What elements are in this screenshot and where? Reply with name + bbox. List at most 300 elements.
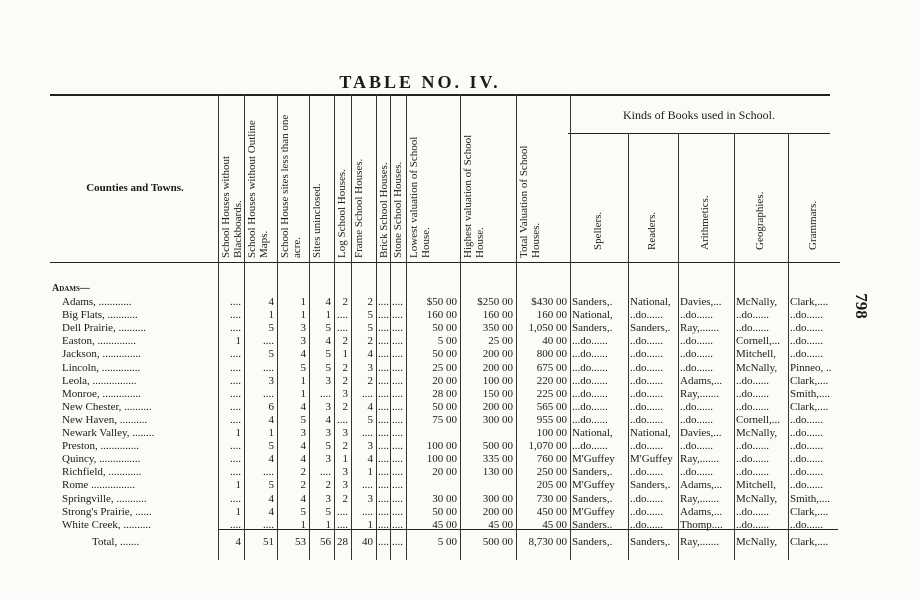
table-cell: ..do...... — [790, 479, 823, 491]
column-rule — [678, 133, 679, 560]
table-cell: 2 — [367, 375, 373, 387]
table-cell: ...do...... — [572, 335, 608, 347]
table-cell: ..do...... — [630, 388, 663, 400]
table-cell: 160 00 — [536, 309, 567, 321]
table-cell: 675 00 — [536, 362, 567, 374]
table-cell: Thomp.... — [680, 519, 723, 531]
table-cell: .... — [392, 466, 403, 478]
table-cell: 5 — [300, 414, 306, 426]
column-rule — [516, 94, 517, 560]
town-name: Lincoln, .............. — [62, 362, 141, 374]
table-cell: 500 00 — [482, 536, 513, 548]
table-cell: 50 00 — [432, 506, 457, 518]
table-cell: .... — [263, 519, 274, 531]
column-rule — [460, 94, 461, 560]
table-cell: 1 — [342, 348, 348, 360]
table-cell: ...do...... — [572, 388, 608, 400]
table-cell: 1 — [268, 427, 274, 439]
table-cell: Sanders,. — [572, 493, 613, 505]
table-cell: Clark,.... — [790, 401, 829, 413]
table-cell: 4 — [325, 414, 331, 426]
table-cell: Sanders,. — [572, 466, 613, 478]
table-cell: Ray,....... — [680, 536, 720, 548]
table-cell: ..do...... — [790, 466, 823, 478]
table-cell: Adams,... — [680, 479, 723, 491]
table-cell: .... — [392, 506, 403, 518]
table-cell: 2 — [342, 335, 348, 347]
table-cell: ..do...... — [680, 335, 713, 347]
table-cell: 1 — [342, 453, 348, 465]
table-cell: 4 — [300, 440, 306, 452]
table-cell: 500 00 — [482, 440, 513, 452]
table-cell: .... — [392, 536, 403, 548]
table-cell: 3 — [367, 440, 373, 452]
table-cell: Adams,... — [680, 506, 723, 518]
table-cell: Sanders,. — [630, 536, 671, 548]
table-cell: 3 — [325, 401, 331, 413]
table-cell: Ray,....... — [680, 322, 720, 334]
table-cell: ..do...... — [790, 427, 823, 439]
table-cell: 335 00 — [482, 453, 513, 465]
table-cell: 5 — [325, 506, 331, 518]
table-cell: 200 00 — [482, 401, 513, 413]
town-name: Monroe, .............. — [62, 388, 141, 400]
column-header: Stone School Houses. — [392, 161, 404, 258]
column-header: Brick School Houses. — [378, 162, 390, 258]
table-cell: 2 — [367, 296, 373, 308]
table-cell: .... — [378, 427, 389, 439]
table-cell: ..do...... — [630, 519, 663, 531]
table-cell: 3 — [342, 427, 348, 439]
column-header: Frame School Houses. — [353, 158, 365, 258]
town-name: Newark Valley, ........ — [62, 427, 155, 439]
table-cell: 50 00 — [432, 322, 457, 334]
column-header: Readers. — [646, 211, 658, 250]
town-name: Strong's Prairie, ...... — [62, 506, 152, 518]
table-cell: 1 — [325, 309, 331, 321]
table-cell: ..do...... — [630, 335, 663, 347]
table-cell: 4 — [235, 536, 241, 548]
table-cell: .... — [230, 401, 241, 413]
column-header: School Houses without Outline Maps. — [246, 120, 270, 258]
table-cell: .... — [362, 427, 373, 439]
table-cell: McNally, — [736, 536, 778, 548]
table-cell: 565 00 — [536, 401, 567, 413]
table-cell: 2 — [342, 362, 348, 374]
table-cell: 1 — [300, 388, 306, 400]
table-cell: .... — [392, 479, 403, 491]
table-cell: $250 00 — [477, 296, 513, 308]
top-rule — [50, 94, 830, 96]
table-cell: .... — [320, 388, 331, 400]
table-cell: Sanders,. — [630, 322, 671, 334]
table-cell: ..do...... — [790, 453, 823, 465]
table-cell: .... — [230, 388, 241, 400]
table-cell: ..do...... — [736, 375, 769, 387]
table-cell: .... — [378, 348, 389, 360]
table-cell: .... — [230, 348, 241, 360]
table-cell: National, — [572, 309, 613, 321]
table-cell: ...do...... — [572, 414, 608, 426]
table-cell: 225 00 — [536, 388, 567, 400]
table-cell: Clark,.... — [790, 375, 829, 387]
table-cell: 200 00 — [482, 362, 513, 374]
table-cell: Cornell,... — [736, 414, 780, 426]
table-cell: M'Guffey — [572, 506, 615, 518]
town-name: Richfield, ............ — [62, 466, 142, 478]
table-cell: 3 — [325, 493, 331, 505]
table-cell: ...do...... — [572, 375, 608, 387]
table-cell: 4 — [268, 414, 274, 426]
table-cell: .... — [392, 296, 403, 308]
table-cell: 50 00 — [432, 401, 457, 413]
table-cell: .... — [230, 322, 241, 334]
table-cell: .... — [230, 466, 241, 478]
table-cell: 3 — [268, 375, 274, 387]
total-label: Total, ....... — [92, 536, 140, 548]
table-cell: .... — [263, 362, 274, 374]
table-cell: 4 — [367, 348, 373, 360]
table-cell: .... — [392, 519, 403, 531]
table-cell: 4 — [367, 453, 373, 465]
table-cell: .... — [320, 466, 331, 478]
table-cell: .... — [378, 401, 389, 413]
table-cell: 3 — [300, 322, 306, 334]
table-cell: 350 00 — [482, 322, 513, 334]
table-cell: ..do...... — [680, 348, 713, 360]
table-cell: 45 00 — [488, 519, 513, 531]
column-rule — [788, 133, 789, 560]
table-cell: 4 — [300, 348, 306, 360]
column-header: School House sites less than one acre. — [279, 114, 303, 258]
table-cell: 28 — [337, 536, 348, 548]
table-cell: .... — [362, 388, 373, 400]
table-cell: .... — [392, 362, 403, 374]
table-cell: ..do...... — [736, 519, 769, 531]
table-cell: Sanders,. — [572, 536, 613, 548]
column-header: Sites uninclosed. — [311, 183, 323, 258]
table-cell: ..do...... — [736, 309, 769, 321]
table-cell: $430 00 — [531, 296, 567, 308]
table-cell: 50 00 — [432, 348, 457, 360]
table-cell: 5 — [325, 348, 331, 360]
table-cell: ..do...... — [630, 466, 663, 478]
table-cell: 300 00 — [482, 414, 513, 426]
table-cell: ..do...... — [630, 309, 663, 321]
table-cell: 25 00 — [488, 335, 513, 347]
table-cell: ..do...... — [790, 335, 823, 347]
table-cell: .... — [230, 493, 241, 505]
table-cell: 760 00 — [536, 453, 567, 465]
table-cell: 2 — [342, 296, 348, 308]
table-cell: Clark,.... — [790, 506, 829, 518]
table-cell: .... — [378, 362, 389, 374]
table-cell: ..do...... — [790, 322, 823, 334]
table-cell: National, — [630, 427, 671, 439]
table-cell: 5 — [268, 440, 274, 452]
table-cell: ..do...... — [680, 440, 713, 452]
table-cell: .... — [378, 466, 389, 478]
table-cell: ..do...... — [736, 440, 769, 452]
table-cell: .... — [362, 506, 373, 518]
table-cell: 100 00 — [482, 375, 513, 387]
column-header: Total Valuation of School Houses. — [518, 145, 542, 258]
table-cell: 1,050 00 — [528, 322, 567, 334]
table-cell: ...do...... — [572, 362, 608, 374]
table-cell: 25 00 — [432, 362, 457, 374]
town-name: New Haven, .......... — [62, 414, 148, 426]
table-cell: .... — [392, 375, 403, 387]
table-cell: ..do...... — [790, 414, 823, 426]
table-cell: .... — [378, 309, 389, 321]
table-cell: Sanders,. — [572, 322, 613, 334]
table-cell: ..do...... — [680, 309, 713, 321]
table-cell: ..do...... — [680, 401, 713, 413]
table-cell: Davies,... — [680, 427, 722, 439]
table-cell: ..do...... — [736, 388, 769, 400]
table-cell: McNally, — [736, 427, 778, 439]
town-name: Quincy, ............... — [62, 453, 141, 465]
table-cell: .... — [392, 440, 403, 452]
town-name: Jackson, .............. — [62, 348, 141, 360]
column-rule — [734, 133, 735, 560]
table-cell: .... — [378, 322, 389, 334]
table-cell: ..do...... — [736, 466, 769, 478]
kinds-rule — [568, 133, 830, 134]
table-cell: 130 00 — [482, 466, 513, 478]
table-cell: M'Guffey — [572, 453, 615, 465]
table-cell: .... — [378, 388, 389, 400]
page-title: TABLE NO. IV. — [339, 72, 501, 92]
table-cell: 1 — [300, 296, 306, 308]
town-name: Rome ................ — [62, 479, 136, 491]
table-cell: 2 — [300, 466, 306, 478]
table-cell: 4 — [268, 296, 274, 308]
table-cell: ..do...... — [630, 493, 663, 505]
table-cell: ..do...... — [630, 348, 663, 360]
table-cell: 160 00 — [426, 309, 457, 321]
table-cell: 3 — [367, 362, 373, 374]
table-cell: 3 — [325, 453, 331, 465]
table-cell: .... — [378, 519, 389, 531]
town-name: Big Flats, ........... — [62, 309, 138, 321]
table-cell: 4 — [325, 335, 331, 347]
column-header: Arithmetics. — [699, 195, 711, 250]
table-cell: .... — [337, 519, 348, 531]
column-rule — [570, 94, 571, 560]
table-cell: 51 — [263, 536, 274, 548]
table-cell: .... — [378, 479, 389, 491]
table-cell: .... — [392, 335, 403, 347]
table-cell: 1 — [235, 506, 241, 518]
table-cell: 5 — [268, 322, 274, 334]
table-cell: 3 — [325, 375, 331, 387]
table-cell: M'Guffey — [572, 479, 615, 491]
table-cell: 2 — [342, 401, 348, 413]
table-cell: 53 — [295, 536, 306, 548]
table-cell: 2 — [300, 479, 306, 491]
table-cell: ...do...... — [572, 348, 608, 360]
table-cell: 1 — [268, 309, 274, 321]
table-cell: ..do...... — [680, 414, 713, 426]
table-cell: 450 00 — [536, 506, 567, 518]
table-cell: 1 — [300, 309, 306, 321]
kinds-of-books-header: Kinds of Books used in School. — [622, 108, 775, 122]
table-cell: 100 00 — [426, 440, 457, 452]
table-cell: .... — [378, 335, 389, 347]
column-header: Log School Houses. — [336, 169, 348, 258]
table-cell: .... — [230, 309, 241, 321]
table-cell: 2 — [342, 375, 348, 387]
table-cell: Pinneo, .. — [790, 362, 832, 374]
table-cell: Cornell,... — [736, 335, 780, 347]
column-rule — [218, 94, 219, 560]
table-cell: McNally, — [736, 296, 778, 308]
header-bottom-rule — [50, 262, 840, 263]
table-cell: 5 — [325, 362, 331, 374]
table-cell: .... — [392, 493, 403, 505]
table-cell: ..do...... — [790, 519, 823, 531]
table-cell: .... — [392, 427, 403, 439]
town-name: White Creek, .......... — [62, 519, 151, 531]
town-name: Leola, ................ — [62, 375, 137, 387]
table-cell: .... — [392, 414, 403, 426]
table-cell: 40 00 — [542, 335, 567, 347]
table-cell: 4 — [300, 401, 306, 413]
table-cell: Ray,....... — [680, 453, 720, 465]
column-rule — [351, 94, 352, 560]
table-cell: 40 — [362, 536, 373, 548]
table-cell: 800 00 — [536, 348, 567, 360]
table-cell: .... — [263, 335, 274, 347]
table-cell: ..do...... — [736, 453, 769, 465]
table-cell: 2 — [342, 440, 348, 452]
table-cell: ..do...... — [736, 401, 769, 413]
table-cell: 4 — [268, 453, 274, 465]
column-header: Spellers. — [592, 211, 604, 250]
table-cell: ...do...... — [572, 440, 608, 452]
table-cell: ..do...... — [630, 506, 663, 518]
table-cell: 3 — [342, 479, 348, 491]
table-cell: .... — [378, 536, 389, 548]
table-cell: .... — [378, 296, 389, 308]
table-cell: 4 — [300, 493, 306, 505]
column-rule — [406, 94, 407, 560]
table-cell: .... — [378, 453, 389, 465]
table-cell: 1 — [300, 519, 306, 531]
table-cell: .... — [392, 309, 403, 321]
table-cell: 5 — [367, 414, 373, 426]
table-cell: ..do...... — [680, 466, 713, 478]
table-cell: .... — [337, 414, 348, 426]
column-rule — [376, 94, 377, 560]
table-cell: 1 — [300, 375, 306, 387]
town-name: New Chester, .......... — [62, 401, 152, 413]
table-cell: 250 00 — [536, 466, 567, 478]
table-cell: .... — [230, 296, 241, 308]
table-cell: 5 — [300, 362, 306, 374]
table-cell: 1 — [235, 335, 241, 347]
table-cell: 200 00 — [482, 506, 513, 518]
town-name: Preston, .............. — [62, 440, 139, 452]
table-cell: 1 — [367, 519, 373, 531]
table-cell: 5 00 — [437, 536, 457, 548]
table-cell: 4 — [325, 296, 331, 308]
table-cell: .... — [337, 322, 348, 334]
table-cell: 200 00 — [482, 348, 513, 360]
table-cell: Ray,....... — [680, 493, 720, 505]
table-cell: ..do...... — [630, 375, 663, 387]
table-cell: 4 — [268, 506, 274, 518]
column-header: Grammars. — [807, 200, 819, 250]
table-cell: 150 00 — [482, 388, 513, 400]
column-rule — [277, 94, 278, 560]
table-cell: 1,070 00 — [528, 440, 567, 452]
table-cell: 30 00 — [432, 493, 457, 505]
table-cell: ..do...... — [680, 362, 713, 374]
table-cell: ..do...... — [790, 309, 823, 321]
table-cell: 1 — [235, 479, 241, 491]
table-cell: Sanders,. — [572, 296, 613, 308]
table-cell: 20 00 — [432, 466, 457, 478]
table-cell: ..do...... — [630, 440, 663, 452]
table-cell: .... — [362, 479, 373, 491]
table-cell: 205 00 — [536, 479, 567, 491]
table-cell: ..do...... — [630, 414, 663, 426]
table-cell: .... — [230, 362, 241, 374]
table-cell: Smith,.... — [790, 388, 831, 400]
table-cell: .... — [337, 309, 348, 321]
table-cell: .... — [392, 348, 403, 360]
table-cell: ..do...... — [736, 506, 769, 518]
table-cell: ..do...... — [630, 362, 663, 374]
table-cell: ..do...... — [630, 401, 663, 413]
page-number: 798 — [851, 293, 871, 319]
table-cell: Mitchell, — [736, 348, 777, 360]
table-cell: 3 — [342, 466, 348, 478]
table-cell: Adams,... — [680, 375, 723, 387]
table-cell: 2 — [342, 493, 348, 505]
table-cell: Clark,.... — [790, 296, 829, 308]
table-cell: 2 — [367, 335, 373, 347]
table-cell: .... — [392, 388, 403, 400]
table-cell: .... — [230, 375, 241, 387]
table-cell: Mitchell, — [736, 479, 777, 491]
table-cell: 5 00 — [437, 335, 457, 347]
county-name: Adams— — [52, 283, 90, 294]
town-name: Dell Prairie, .......... — [62, 322, 147, 334]
table-cell: Smith,.... — [790, 493, 831, 505]
table-cell: .... — [378, 414, 389, 426]
table-cell: .... — [392, 401, 403, 413]
town-name: Adams, ............ — [62, 296, 132, 308]
table-cell: 3 — [342, 388, 348, 400]
column-header: School Houses without Blackboards. — [220, 155, 244, 258]
table-cell: 3 — [325, 427, 331, 439]
table-cell: Sanders,. — [630, 479, 671, 491]
table-cell: 1 — [367, 466, 373, 478]
table-cell: .... — [378, 506, 389, 518]
table-cell: 56 — [320, 536, 331, 548]
table-cell: 3 — [300, 427, 306, 439]
table-cell: 5 — [268, 348, 274, 360]
table-cell: 955 00 — [536, 414, 567, 426]
table-cell: .... — [392, 322, 403, 334]
table-cell: McNally, — [736, 362, 778, 374]
table-cell: .... — [263, 466, 274, 478]
table-cell: Davies,... — [680, 296, 722, 308]
table-cell: 730 00 — [536, 493, 567, 505]
